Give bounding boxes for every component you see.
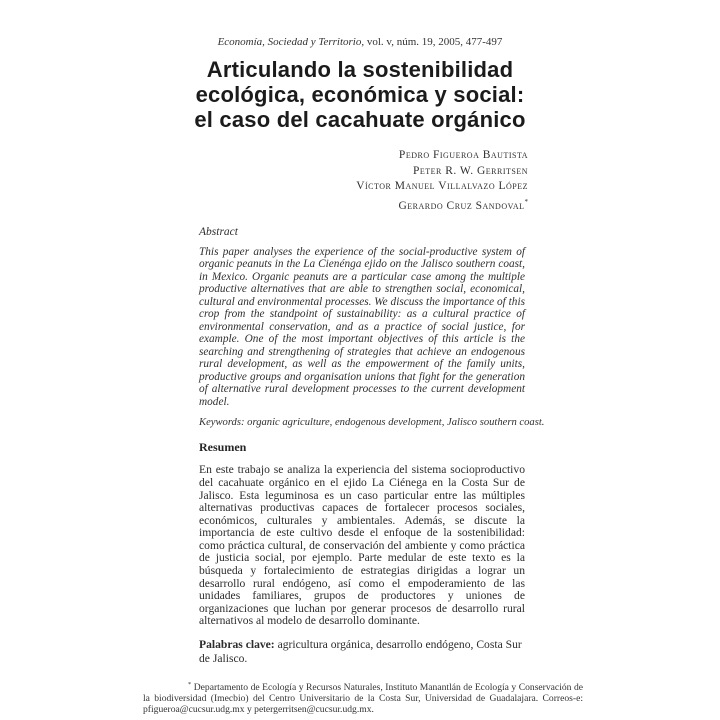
author-name: Gerardo Cruz Sandoval	[398, 199, 525, 212]
author-name: Pedro Figueroa Bautista	[398, 149, 528, 161]
palabras-clave-label: Palabras clave:	[199, 638, 275, 652]
resumen-section	[199, 440, 525, 665]
paper-title-line-1: Articulando la sostenibilidad	[206, 57, 514, 82]
author-list	[0, 148, 528, 214]
abstract-body: This paper analyses the experience of the social-productive system of organic peanuts in the La Cienénga ejido on the Jalisco southern coast, in Mexico. Organic peanuts are a particular case among the multiple productive alternatives that are able to strengthen social, economical, cultural and environmental processes. We discuss the importance of this crop from the standpoint of sustainability: as a cultural practice of environmental conservation, and as a practice of social justice, for example. One of the most important objectives of this article is the searching and strengthening of strategies that achieve an endogenous rural development, as well as the empowerment of the family units, productive groups and organisation unions that fight for the generation of alternative rural development processes to the current development model.	[199, 245, 525, 408]
footnote-marker: *	[188, 681, 192, 689]
keywords-label: Keywords:	[199, 417, 245, 429]
palabras-clave-text: agricultura orgánica, desarrollo endógeno, Costa Sur de Jalisco.	[199, 638, 522, 665]
paper-title	[0, 57, 720, 132]
keywords-line	[199, 417, 545, 429]
author-name: Peter R. W. Gerritsen	[412, 164, 528, 177]
paper-title-line-3: el caso del cacahuate orgánico	[194, 107, 526, 132]
author-name-with-footnote	[0, 195, 528, 214]
resumen-heading: Resumen	[199, 440, 247, 455]
author-name: Víctor Manuel Villalvazo López	[356, 180, 528, 192]
journal-header	[0, 0, 720, 48]
resumen-body: En este trabajo se analiza la experiencia del sistema socioproductivo del cacahuate orgánico en el ejido La Ciénega en la Costa Sur de Jalisco. Esta leguminosa es un caso particular entre las múltiples alternativas productivas capaces de fortalecer procesos sociales, económicos, culturales y ambientales. Además, se discute la importancia de este cultivo desde el enfoque de la sostenibilidad: como práctica cultural, de conservación del ambiente y como práctica de justicia social, por ejemplo. Parte medular de este texto es la búsqueda y fortalecimiento de estrategias dirigidas a lograr un desarrollo rural endógeno, así como el empoderamiento de las unidades familiares, grupos de productores y uniones de organizaciones que luchan por generar procesos de desarrollo rural alternativos al modelo de desarrollo dominante.	[199, 463, 525, 628]
paper-title-line-2: ecológica, económica y social:	[195, 82, 525, 107]
abstract-section	[199, 225, 545, 429]
footnote-text: Departamento de Ecología y Recursos Naturales, Instituto Manantlán de Ecología y Conservación de la biodiversidad (Imecbio) del Centro Universitario de la Costa Sur, Universidad de Guadalajara. Correos-e: pfigueroa@cucsur.udg.mx y petergerritsen@cucsur.udg.mx.	[143, 682, 583, 716]
affiliation-footnote	[143, 679, 583, 715]
journal-issue-info: , vol. v, núm. 19, 2005, 477-497	[361, 36, 503, 48]
author-footnote-marker: *	[524, 197, 528, 206]
keywords-text: organic agriculture, endogenous development, Jalisco southern coast.	[247, 417, 545, 429]
abstract-heading: Abstract	[199, 225, 238, 238]
palabras-clave-line	[199, 638, 525, 665]
journal-name: Economía, Sociedad y Territorio	[217, 36, 362, 48]
